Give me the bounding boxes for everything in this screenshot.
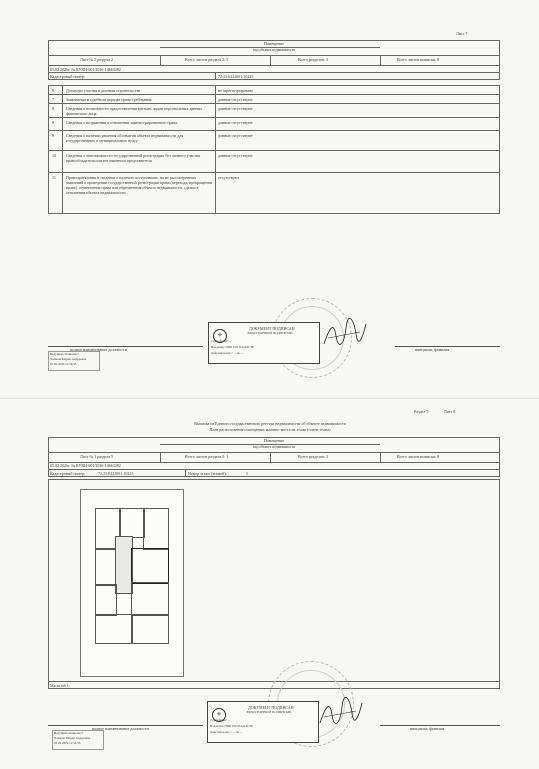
sheets-total: Всего листов выписки: 8 bbox=[397, 57, 440, 62]
row-label: Сведения о наличии решения об изъятии объекта недвижимости для государственных и муниципальных нужд: bbox=[66, 133, 184, 143]
floor-value: 5 bbox=[246, 471, 248, 476]
section-label: Раздел 5 bbox=[414, 409, 429, 414]
row-value: данные отсутствуют bbox=[218, 153, 253, 158]
document-subtitle: План расположения помещения, машино-места на этаже (плане этажа) bbox=[209, 427, 331, 432]
signer-name: Чалкова Мария Андреевна bbox=[54, 736, 91, 740]
signer-position: Ведущий специалист bbox=[54, 731, 83, 735]
room bbox=[143, 508, 169, 550]
highlighted-room bbox=[131, 548, 169, 584]
row-value: отсутствуют bbox=[218, 175, 240, 180]
object-type-title: Помещение bbox=[263, 41, 285, 46]
sheets-in-section: Всего листов раздела 2: 5 bbox=[185, 57, 229, 62]
signer-date: 05.02.2026 11:54:35 bbox=[50, 362, 77, 366]
row-num: 9 bbox=[52, 133, 54, 138]
row-value: данные отсутствуют bbox=[218, 120, 253, 125]
document-title: Выписка из Единого государственного реестра недвижимости об объекте недвижимости bbox=[194, 421, 346, 426]
date-and-number: 05.02.2026г. № КУВИ-001/2026-14663282 bbox=[50, 463, 121, 468]
cadastral-label: Кадастровый номер: bbox=[50, 74, 85, 79]
row-label: Сведения о невозможности государственной регистрации без личного участия правообладателя или его законного представителя bbox=[66, 153, 200, 163]
stamp-subtitle: ЭЛЕКТРОННОЙ ПОДПИСЬЮ bbox=[246, 710, 292, 714]
cadastral-value: 72:23:0222001:10225 bbox=[98, 471, 134, 476]
row-num: 8 bbox=[52, 106, 54, 111]
room bbox=[95, 548, 117, 586]
cadastral-label: Кадастровый номер: bbox=[50, 471, 85, 476]
initials-caption: инициалы, фамилия bbox=[410, 726, 445, 731]
floor-plan-drawing bbox=[80, 489, 184, 677]
signer-date: 05.02.2026 11:54:35 bbox=[54, 741, 81, 745]
row-num: 9 bbox=[52, 120, 54, 125]
sheet-in-section: Лист № 1 раздела 5 bbox=[80, 454, 114, 459]
position-caption: полное наименование должности bbox=[92, 726, 149, 731]
initials-caption: инициалы, фамилия bbox=[415, 347, 450, 352]
scale-label: Масштаб 1: bbox=[50, 683, 70, 688]
stamp-line: Действителен: с ... по ... bbox=[211, 351, 244, 355]
room bbox=[131, 614, 169, 644]
row-label: Сведения о возражении в отношении зарегистрированного права: bbox=[66, 120, 179, 125]
row-num: 10 bbox=[52, 153, 56, 158]
signer-name: Чалкова Мария Андреевна bbox=[50, 357, 87, 361]
row-value: не зарегистрировано bbox=[218, 88, 254, 93]
e-signature-stamp bbox=[207, 701, 319, 743]
cadastral-value: 72:23:0222001:10225 bbox=[218, 74, 254, 79]
handwritten-signature bbox=[322, 318, 368, 348]
stamp-title: ДОКУМЕНТ ПОДПИСАН bbox=[248, 705, 294, 710]
stamp-line: Владелец: ППК РОСКАДАСТР bbox=[211, 345, 254, 349]
row-label: Заявленные в судебном порядке права требования: bbox=[66, 97, 153, 102]
position-caption: полное наименование должности bbox=[70, 347, 127, 352]
stamp-line: Сертификат: ... bbox=[211, 339, 232, 343]
stamp-line: Владелец: ППК РОСКАДАСТР bbox=[210, 724, 253, 728]
row-label: Сведения о возможности предоставления третьим лицам персональных данных физического лица bbox=[66, 106, 203, 116]
sheets-total: Всего листов выписки: 8 bbox=[397, 454, 440, 459]
room bbox=[95, 584, 117, 616]
date-and-number: 05.02.2026г. № КУВИ-001/2026-14663282 bbox=[50, 67, 121, 72]
sections-total: Всего разделов: 3 bbox=[298, 57, 328, 62]
row-value: данные отсутствуют bbox=[218, 106, 253, 111]
extract-page-2 bbox=[0, 398, 539, 769]
object-type-title: Помещение bbox=[263, 438, 285, 443]
handwritten-signature bbox=[318, 697, 364, 727]
sections-total: Всего разделов: 3 bbox=[298, 454, 328, 459]
object-type-caption: вид объекта недвижимости bbox=[253, 48, 295, 52]
signer-position: Ведущий специалист bbox=[50, 352, 79, 356]
row-label: Правопритязания и сведения о наличии поступивших, но не рассмотренных заявлений о проведении государственной регистрации права (перехода, прекращения права), ограничения права или обременения объекта недвижимости, сделки в отношении объекта недвижимости bbox=[66, 175, 212, 195]
emblem-icon: ⚜ bbox=[212, 708, 226, 722]
room bbox=[131, 582, 169, 616]
row-num: 6 bbox=[52, 88, 54, 93]
room bbox=[119, 508, 145, 538]
sheet-label: Лист 8 bbox=[444, 409, 456, 414]
stamp-line: Действителен: с ... по ... bbox=[210, 730, 243, 734]
e-signature-stamp bbox=[208, 322, 320, 364]
row-label: Договоры участия в долевом строительстве bbox=[66, 88, 141, 93]
sheets-in-section: Всего листов раздела 5: 1 bbox=[185, 454, 229, 459]
floor-label: Номер этажа (этажей): bbox=[188, 471, 227, 476]
stamp-title: ДОКУМЕНТ ПОДПИСАН bbox=[249, 326, 295, 331]
sheet-label: Лист 7 bbox=[456, 31, 468, 36]
row-num: 7 bbox=[52, 97, 54, 102]
row-value: данные отсутствуют bbox=[218, 133, 253, 138]
emblem-icon: ⚜ bbox=[213, 329, 227, 343]
stamp-subtitle: ЭЛЕКТРОННОЙ ПОДПИСЬЮ bbox=[247, 331, 293, 335]
room bbox=[95, 614, 133, 644]
stamp-line: Сертификат: ... bbox=[210, 718, 231, 722]
row-value: данные отсутствуют bbox=[218, 97, 253, 102]
row-num: 11 bbox=[52, 175, 56, 180]
object-type-caption: вид объекта недвижимости bbox=[253, 445, 295, 449]
sheet-in-section: Лист № 5 раздела 2 bbox=[80, 57, 114, 62]
